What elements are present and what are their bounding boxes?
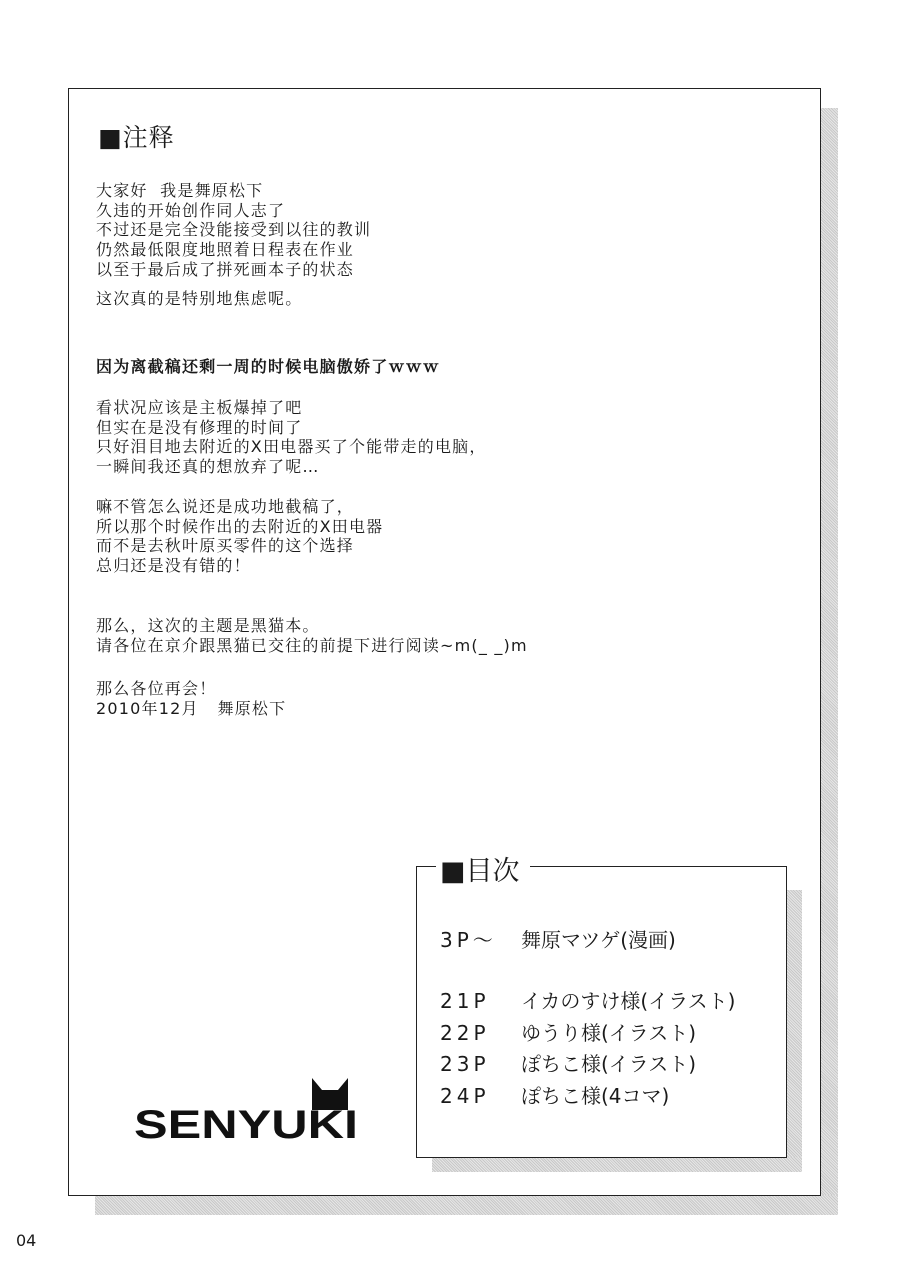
toc-page: 24P	[440, 1084, 490, 1108]
notes-line: 但实在是没有修理的时间了	[96, 417, 303, 437]
toc-item	[440, 985, 735, 1014]
notes-line: 大家好 我是舞原松下	[96, 181, 264, 200]
notes-line: 仍然最低限度地照着日程表在作业	[96, 240, 355, 260]
frame-shadow-bottom	[95, 1195, 838, 1215]
notes-paragraph	[96, 616, 528, 655]
toc-entry-title: ぽちこ様(4コマ)	[521, 1084, 670, 1108]
notes-line: 不过还是完全没能接受到以往的教训	[96, 220, 372, 240]
notes-line: 嘛不管怎么说还是成功地截稿了，	[96, 497, 355, 516]
notes-line: 这次真的是特别地焦虑呢。	[96, 289, 303, 308]
notes-line: 所以那个时候作出的去附近的X田电器	[96, 516, 384, 536]
toc-page: 21P	[440, 989, 490, 1013]
toc-item	[440, 1080, 669, 1109]
notes-line: 总归还是没有错的！	[96, 556, 251, 576]
senyuki-logo	[132, 1074, 362, 1144]
toc-entry-title: ゆうり様(イラスト)	[521, 1021, 697, 1045]
frame-shadow-right	[820, 108, 838, 1215]
svg-text:SENYUKI: SENYUKI	[134, 1103, 358, 1144]
notes-line: 看状况应该是主板爆掉了吧	[96, 398, 303, 417]
notes-paragraph	[96, 398, 487, 477]
toc-entry-title: 舞原マツゲ(漫画)	[521, 928, 676, 952]
notes-line: 只好泪目地去附近的X田电器买了个能带走的电脑，	[96, 437, 487, 457]
toc-item	[440, 924, 676, 953]
toc-entry-title: ぽちこ様(イラスト)	[521, 1052, 697, 1076]
page-number: 04	[16, 1231, 37, 1250]
notes-paragraph	[96, 497, 383, 576]
toc-page: 3P～	[440, 928, 497, 952]
notes-line: 2010年12月 舞原松下	[96, 698, 287, 718]
toc-entry-title: イカのすけ様(イラスト)	[521, 989, 736, 1013]
notes-title: ■注释	[98, 123, 175, 152]
notes-line: 因为离截稿还剩一周的时候电脑傲娇了ｗｗｗ	[96, 357, 441, 376]
toc-title: ■目次	[436, 849, 530, 888]
notes-paragraph	[96, 357, 440, 377]
notes-paragraph	[96, 181, 371, 280]
toc-shadow-right	[786, 890, 802, 1172]
notes-line: 久违的开始创作同人志了	[96, 200, 286, 220]
notes-line: 而不是去秋叶原买零件的这个选择	[96, 536, 355, 556]
notes-line: 一瞬间我还真的想放弃了呢…	[96, 457, 320, 477]
notes-line: 那么，这次的主题是黑猫本。	[96, 616, 320, 635]
notes-line: 请各位在京介跟黑猫已交往的前提下进行阅读~m(_ _)m	[96, 635, 528, 655]
toc-item	[440, 1017, 696, 1046]
notes-paragraph	[96, 679, 286, 718]
toc-page: 23P	[440, 1052, 490, 1076]
notes-paragraph	[96, 289, 302, 309]
toc-shadow-bottom	[432, 1157, 802, 1172]
toc-page: 22P	[440, 1021, 490, 1045]
toc-item	[440, 1048, 696, 1077]
notes-line: 以至于最后成了拼死画本子的状态	[96, 259, 355, 279]
notes-line: 那么各位再会！	[96, 679, 217, 698]
